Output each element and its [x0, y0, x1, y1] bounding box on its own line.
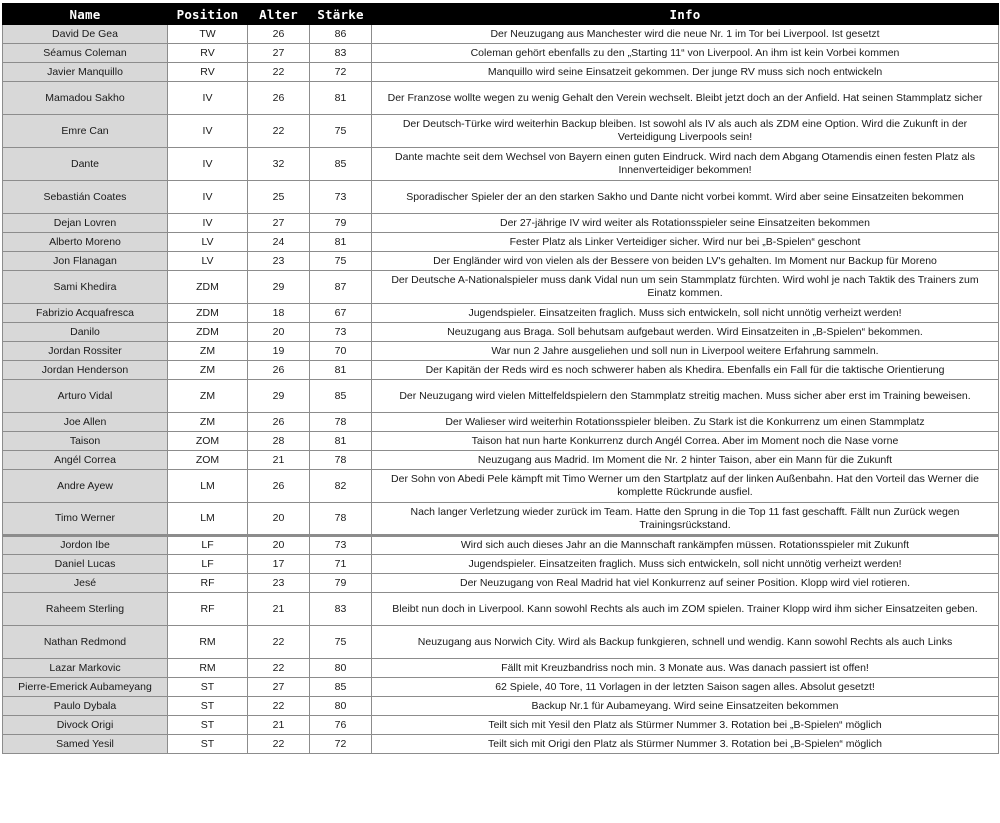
age-cell: 28 — [248, 432, 310, 451]
player-name-cell: Dejan Lovren — [3, 214, 168, 233]
info-cell: Der Kapitän der Reds wird es noch schwerer haben als Khedira. Ebenfalls ein Fall für die taktische Orientierung — [372, 361, 999, 380]
position-cell: ZDM — [168, 304, 248, 323]
position-cell: IV — [168, 115, 248, 148]
player-name-cell: Sebastián Coates — [3, 181, 168, 214]
info-cell: Der Franzose wollte wegen zu wenig Gehalt den Verein wechselt. Bleibt jetzt doch an der Anfield. Hat seinen Stammplatz sicher — [372, 82, 999, 115]
strength-cell: 71 — [310, 555, 372, 574]
strength-cell: 80 — [310, 697, 372, 716]
player-name-cell: Sami Khedira — [3, 271, 168, 304]
strength-cell: 86 — [310, 25, 372, 44]
age-cell: 29 — [248, 271, 310, 304]
player-name-cell: David De Gea — [3, 25, 168, 44]
player-name-cell: Samed Yesil — [3, 735, 168, 754]
player-name-cell: Jordan Rossiter — [3, 342, 168, 361]
table-row — [3, 735, 999, 754]
player-name-cell: Angél Correa — [3, 451, 168, 470]
age-cell: 26 — [248, 470, 310, 503]
info-cell: Coleman gehört ebenfalls zu den „Starting 11“ von Liverpool. An ihm ist kein Vorbei kommen — [372, 44, 999, 63]
player-name-cell: Jesé — [3, 574, 168, 593]
age-cell: 26 — [248, 82, 310, 115]
age-cell: 22 — [248, 735, 310, 754]
table-row — [3, 25, 999, 44]
info-cell: Neuzugang aus Madrid. Im Moment die Nr. 2 hinter Taison, aber ein Mann für die Zukunft — [372, 451, 999, 470]
age-cell: 23 — [248, 574, 310, 593]
age-cell: 26 — [248, 361, 310, 380]
position-cell: LV — [168, 252, 248, 271]
age-cell: 26 — [248, 413, 310, 432]
table-row — [3, 716, 999, 735]
age-cell: 22 — [248, 115, 310, 148]
info-cell: Fällt mit Kreuzbandriss noch min. 3 Monate aus. Was danach passiert ist offen! — [372, 659, 999, 678]
age-cell: 22 — [248, 697, 310, 716]
info-cell: Der Deutsch-Türke wird weiterhin Backup bleiben. Ist sowohl als IV als auch als ZDM eine Option. Wird die Zukunft in der Verteidigung Liverpools sein! — [372, 115, 999, 148]
position-cell: IV — [168, 214, 248, 233]
header-position: Position — [168, 4, 248, 25]
strength-cell: 87 — [310, 271, 372, 304]
age-cell: 21 — [248, 593, 310, 626]
position-cell: ZM — [168, 361, 248, 380]
position-cell: ZOM — [168, 432, 248, 451]
age-cell: 23 — [248, 252, 310, 271]
position-cell: IV — [168, 82, 248, 115]
age-cell: 27 — [248, 44, 310, 63]
table-row — [3, 451, 999, 470]
position-cell: ST — [168, 716, 248, 735]
strength-cell: 78 — [310, 413, 372, 432]
info-cell: Jugendspieler. Einsatzeiten fraglich. Muss sich entwickeln, soll nicht unnötig verheizt werden! — [372, 555, 999, 574]
position-cell: ZM — [168, 342, 248, 361]
position-cell: RF — [168, 574, 248, 593]
position-cell: ZDM — [168, 271, 248, 304]
strength-cell: 81 — [310, 361, 372, 380]
position-cell: IV — [168, 148, 248, 181]
strength-cell: 83 — [310, 44, 372, 63]
table-row — [3, 697, 999, 716]
age-cell: 22 — [248, 626, 310, 659]
table-row — [3, 214, 999, 233]
table-row — [3, 342, 999, 361]
info-cell: War nun 2 Jahre ausgeliehen und soll nun in Liverpool weitere Erfahrung sammeln. — [372, 342, 999, 361]
player-name-cell: Taison — [3, 432, 168, 451]
table-row — [3, 470, 999, 503]
player-name-cell: Arturo Vidal — [3, 380, 168, 413]
age-cell: 27 — [248, 214, 310, 233]
info-cell: Der 27-jährige IV wird weiter als Rotationsspieler seine Einsatzeiten bekommen — [372, 214, 999, 233]
table-row — [3, 115, 999, 148]
strength-cell: 75 — [310, 252, 372, 271]
table-row — [3, 44, 999, 63]
position-cell: IV — [168, 181, 248, 214]
info-cell: Bleibt nun doch in Liverpool. Kann sowohl Rechts als auch im ZOM spielen. Trainer Klopp wird ihm sicher Einsatzeiten geben. — [372, 593, 999, 626]
age-cell: 22 — [248, 659, 310, 678]
table-row — [3, 63, 999, 82]
header-strength: Stärke — [310, 4, 372, 25]
header-row — [3, 4, 999, 25]
age-cell: 20 — [248, 323, 310, 342]
position-cell: RM — [168, 626, 248, 659]
age-cell: 22 — [248, 63, 310, 82]
player-name-cell: Nathan Redmond — [3, 626, 168, 659]
player-name-cell: Alberto Moreno — [3, 233, 168, 252]
table-body — [3, 25, 999, 754]
player-name-cell: Divock Origi — [3, 716, 168, 735]
position-cell: RM — [168, 659, 248, 678]
player-name-cell: Daniel Lucas — [3, 555, 168, 574]
info-cell: Manquillo wird seine Einsatzeit gekommen. Der junge RV muss sich noch entwickeln — [372, 63, 999, 82]
info-cell: Der Neuzugang von Real Madrid hat viel Konkurrenz auf seiner Position. Klopp wird viel rotieren. — [372, 574, 999, 593]
strength-cell: 81 — [310, 233, 372, 252]
position-cell: LM — [168, 503, 248, 536]
strength-cell: 75 — [310, 626, 372, 659]
info-cell: Wird sich auch dieses Jahr an die Mannschaft rankämpfen müssen. Rotationsspieler mit Zukunft — [372, 536, 999, 555]
age-cell: 20 — [248, 503, 310, 536]
strength-cell: 82 — [310, 470, 372, 503]
squad-table-container — [2, 3, 998, 754]
position-cell: LF — [168, 555, 248, 574]
age-cell: 25 — [248, 181, 310, 214]
player-name-cell: Paulo Dybala — [3, 697, 168, 716]
table-row — [3, 593, 999, 626]
position-cell: TW — [168, 25, 248, 44]
strength-cell: 67 — [310, 304, 372, 323]
player-name-cell: Timo Werner — [3, 503, 168, 536]
header-info: Info — [372, 4, 999, 25]
age-cell: 18 — [248, 304, 310, 323]
info-cell: Der Neuzugang aus Manchester wird die neue Nr. 1 im Tor bei Liverpool. Ist gesetzt — [372, 25, 999, 44]
table-row — [3, 361, 999, 380]
table-row — [3, 233, 999, 252]
age-cell: 17 — [248, 555, 310, 574]
info-cell: Neuzugang aus Norwich City. Wird als Backup funkgieren, schnell und wendig. Kann sowohl Rechts als auch Links — [372, 626, 999, 659]
player-name-cell: Raheem Sterling — [3, 593, 168, 626]
position-cell: RV — [168, 44, 248, 63]
strength-cell: 72 — [310, 735, 372, 754]
info-cell: Der Neuzugang wird vielen Mittelfeldspielern den Stammplatz streitig machen. Muss sicher aber erst im Training beweisen. — [372, 380, 999, 413]
strength-cell: 85 — [310, 148, 372, 181]
position-cell: ST — [168, 678, 248, 697]
strength-cell: 81 — [310, 432, 372, 451]
age-cell: 27 — [248, 678, 310, 697]
age-cell: 32 — [248, 148, 310, 181]
header-age: Alter — [248, 4, 310, 25]
header-name: Name — [3, 4, 168, 25]
info-cell: Der Deutsche A-Nationalspieler muss dank Vidal nun um sein Stammplatz fürchten. Wird wohl je nach Taktik des Trainers zum Einatz kommen. — [372, 271, 999, 304]
info-cell: 62 Spiele, 40 Tore, 11 Vorlagen in der letzten Saison sagen alles. Absolut gesetzt! — [372, 678, 999, 697]
strength-cell: 76 — [310, 716, 372, 735]
position-cell: ZDM — [168, 323, 248, 342]
table-row — [3, 380, 999, 413]
table-row — [3, 304, 999, 323]
player-name-cell: Séamus Coleman — [3, 44, 168, 63]
age-cell: 21 — [248, 716, 310, 735]
position-cell: ZM — [168, 380, 248, 413]
player-name-cell: Andre Ayew — [3, 470, 168, 503]
age-cell: 26 — [248, 25, 310, 44]
position-cell: ST — [168, 697, 248, 716]
info-cell: Der Sohn von Abedi Pele kämpft mit Timo Werner um den Startplatz auf der linken Außenbahn. Hat den Vorteil das Werner die komplette Rückrunde ausfiel. — [372, 470, 999, 503]
player-name-cell: Jordan Henderson — [3, 361, 168, 380]
table-row — [3, 574, 999, 593]
strength-cell: 72 — [310, 63, 372, 82]
strength-cell: 79 — [310, 574, 372, 593]
strength-cell: 81 — [310, 82, 372, 115]
age-cell: 29 — [248, 380, 310, 413]
position-cell: LV — [168, 233, 248, 252]
position-cell: ST — [168, 735, 248, 754]
player-name-cell: Joe Allen — [3, 413, 168, 432]
strength-cell: 78 — [310, 503, 372, 536]
table-row — [3, 432, 999, 451]
info-cell: Der Walieser wird weiterhin Rotationsspieler bleiben. Zu Stark ist die Konkurrenz um einen Stammplatz — [372, 413, 999, 432]
player-name-cell: Jon Flanagan — [3, 252, 168, 271]
table-row — [3, 678, 999, 697]
info-cell: Der Engländer wird von vielen als der Bessere von beiden LV's gehalten. Im Moment nur Backup für Moreno — [372, 252, 999, 271]
squad-table — [2, 3, 999, 754]
age-cell: 19 — [248, 342, 310, 361]
table-row — [3, 659, 999, 678]
info-cell: Dante machte seit dem Wechsel von Bayern einen guten Eindruck. Wird nach dem Abgang Otamendis einen festen Platz als Innenverteidiger bekommen! — [372, 148, 999, 181]
strength-cell: 73 — [310, 323, 372, 342]
age-cell: 20 — [248, 536, 310, 555]
player-name-cell: Dante — [3, 148, 168, 181]
table-row — [3, 252, 999, 271]
info-cell: Teilt sich mit Origi den Platz als Stürmer Nummer 3. Rotation bei „B-Spielen“ möglich — [372, 735, 999, 754]
info-cell: Backup Nr.1 für Aubameyang. Wird seine Einsatzeiten bekommen — [372, 697, 999, 716]
player-name-cell: Emre Can — [3, 115, 168, 148]
strength-cell: 79 — [310, 214, 372, 233]
age-cell: 24 — [248, 233, 310, 252]
player-name-cell: Javier Manquillo — [3, 63, 168, 82]
table-row — [3, 503, 999, 536]
table-row — [3, 148, 999, 181]
strength-cell: 78 — [310, 451, 372, 470]
position-cell: LM — [168, 470, 248, 503]
table-header — [3, 4, 999, 25]
table-row — [3, 323, 999, 342]
info-cell: Sporadischer Spieler der an den starken Sakho und Dante nicht vorbei kommt. Wird aber seine Einsatzeiten bekommen — [372, 181, 999, 214]
strength-cell: 80 — [310, 659, 372, 678]
table-row — [3, 271, 999, 304]
age-cell: 21 — [248, 451, 310, 470]
info-cell: Jugendspieler. Einsatzeiten fraglich. Muss sich entwickeln, soll nicht unnötig verheizt werden! — [372, 304, 999, 323]
position-cell: LF — [168, 536, 248, 555]
table-row — [3, 626, 999, 659]
player-name-cell: Fabrizio Acquafresca — [3, 304, 168, 323]
info-cell: Taison hat nun harte Konkurrenz durch Angél Correa. Aber im Moment noch die Nase vorne — [372, 432, 999, 451]
position-cell: RF — [168, 593, 248, 626]
position-cell: ZM — [168, 413, 248, 432]
table-row — [3, 82, 999, 115]
player-name-cell: Mamadou Sakho — [3, 82, 168, 115]
strength-cell: 85 — [310, 678, 372, 697]
info-cell: Fester Platz als Linker Verteidiger sicher. Wird nur bei „B-Spielen“ geschont — [372, 233, 999, 252]
player-name-cell: Lazar Markovic — [3, 659, 168, 678]
player-name-cell: Danilo — [3, 323, 168, 342]
strength-cell: 73 — [310, 536, 372, 555]
table-row — [3, 413, 999, 432]
table-row — [3, 181, 999, 214]
position-cell: ZOM — [168, 451, 248, 470]
strength-cell: 70 — [310, 342, 372, 361]
table-row — [3, 555, 999, 574]
position-cell: RV — [168, 63, 248, 82]
strength-cell: 83 — [310, 593, 372, 626]
info-cell: Nach langer Verletzung wieder zurück im Team. Hatte den Sprung in die Top 11 fast geschafft. Fällt nun Zurück wegen Trainingsrückstand. — [372, 503, 999, 536]
info-cell: Neuzugang aus Braga. Soll behutsam aufgebaut werden. Wird Einsatzeiten in „B-Spielen“ bekommen. — [372, 323, 999, 342]
info-cell: Teilt sich mit Yesil den Platz als Stürmer Nummer 3. Rotation bei „B-Spielen“ möglich — [372, 716, 999, 735]
player-name-cell: Pierre-Emerick Aubameyang — [3, 678, 168, 697]
strength-cell: 85 — [310, 380, 372, 413]
player-name-cell: Jordon Ibe — [3, 536, 168, 555]
strength-cell: 73 — [310, 181, 372, 214]
table-row — [3, 536, 999, 555]
strength-cell: 75 — [310, 115, 372, 148]
